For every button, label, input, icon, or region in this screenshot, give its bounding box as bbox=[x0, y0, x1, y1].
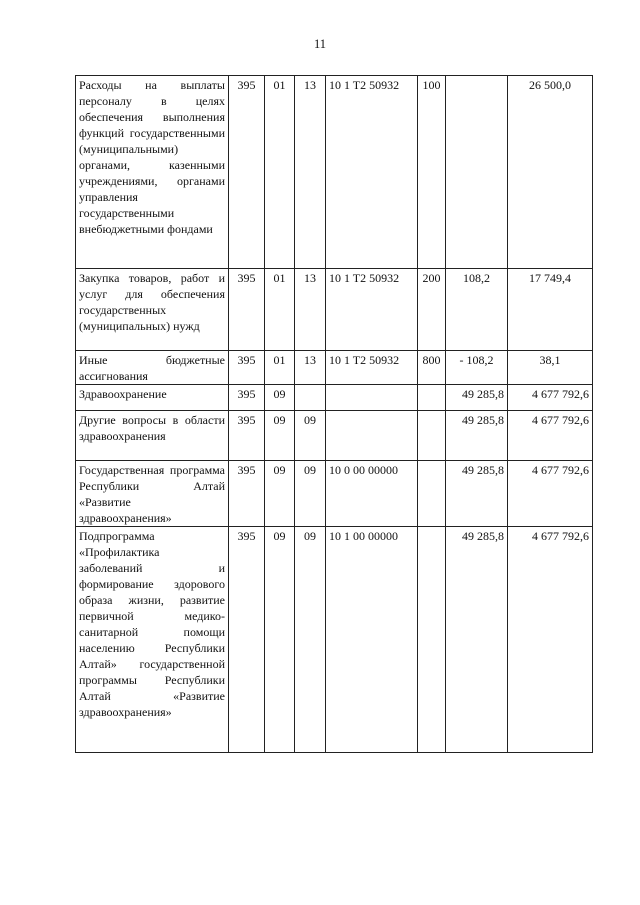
gr-cell: 395 bbox=[229, 385, 265, 411]
row-name-cell: Другие вопросы в области здравоохранения bbox=[76, 411, 229, 461]
gr-cell: 395 bbox=[229, 76, 265, 269]
gr-cell: 395 bbox=[229, 461, 265, 527]
rz-cell: 01 bbox=[265, 269, 295, 351]
rz-cell: 09 bbox=[265, 527, 295, 753]
row-name-cell: Закупка товаров, работ и услуг для обеспечения государственных (муниципальных) нужд bbox=[76, 269, 229, 351]
row-name-cell: Государственная программа Республики Алтай «Развитие здравоохранения» bbox=[76, 461, 229, 527]
vr-cell bbox=[418, 461, 446, 527]
table-row bbox=[76, 411, 593, 461]
total-cell: 4 677 792,6 bbox=[508, 527, 593, 753]
total-cell: 38,1 bbox=[508, 351, 593, 385]
total-cell: 4 677 792,6 bbox=[508, 411, 593, 461]
table-row bbox=[76, 76, 593, 269]
table-row bbox=[76, 527, 593, 753]
pr-cell: 13 bbox=[295, 76, 326, 269]
pr-cell: 09 bbox=[295, 411, 326, 461]
table-body bbox=[76, 76, 593, 753]
page-number: 11 bbox=[313, 37, 327, 51]
change-cell: - 108,2 bbox=[446, 351, 508, 385]
gr-cell: 395 bbox=[229, 411, 265, 461]
change-cell: 108,2 bbox=[446, 269, 508, 351]
rz-cell: 01 bbox=[265, 76, 295, 269]
pr-cell: 13 bbox=[295, 351, 326, 385]
csr-cell: 10 0 00 00000 bbox=[326, 461, 418, 527]
total-cell: 4 677 792,6 bbox=[508, 461, 593, 527]
change-cell: 49 285,8 bbox=[446, 527, 508, 753]
row-name-cell: Подпрограмма «Профилактика заболеваний и формирование здорового образа жизни, развитие первичной медико-санитарной помощи населению Республики Алтай» государственной программы Республики Алтай «Развитие здравоохранения» bbox=[76, 527, 229, 753]
row-name-cell: Иные бюджетные ассигнования bbox=[76, 351, 229, 385]
csr-cell bbox=[326, 411, 418, 461]
rz-cell: 01 bbox=[265, 351, 295, 385]
vr-cell bbox=[418, 527, 446, 753]
rz-cell: 09 bbox=[265, 385, 295, 411]
vr-cell bbox=[418, 385, 446, 411]
rz-cell: 09 bbox=[265, 411, 295, 461]
total-cell: 26 500,0 bbox=[508, 76, 593, 269]
budget-table bbox=[75, 75, 593, 753]
gr-cell: 395 bbox=[229, 269, 265, 351]
csr-cell: 10 1 T2 50932 bbox=[326, 351, 418, 385]
vr-cell bbox=[418, 411, 446, 461]
rz-cell: 09 bbox=[265, 461, 295, 527]
csr-cell: 10 1 T2 50932 bbox=[326, 76, 418, 269]
csr-cell bbox=[326, 385, 418, 411]
table-row bbox=[76, 269, 593, 351]
change-cell bbox=[446, 76, 508, 269]
gr-cell: 395 bbox=[229, 351, 265, 385]
pr-cell: 09 bbox=[295, 461, 326, 527]
vr-cell: 800 bbox=[418, 351, 446, 385]
table-row bbox=[76, 351, 593, 385]
table-row bbox=[76, 385, 593, 411]
change-cell: 49 285,8 bbox=[446, 461, 508, 527]
total-cell: 4 677 792,6 bbox=[508, 385, 593, 411]
row-name-cell: Здравоохранение bbox=[76, 385, 229, 411]
csr-cell: 10 1 T2 50932 bbox=[326, 269, 418, 351]
vr-cell: 100 bbox=[418, 76, 446, 269]
total-cell: 17 749,4 bbox=[508, 269, 593, 351]
pr-cell: 09 bbox=[295, 527, 326, 753]
csr-cell: 10 1 00 00000 bbox=[326, 527, 418, 753]
pr-cell: 13 bbox=[295, 269, 326, 351]
table-row bbox=[76, 461, 593, 527]
pr-cell bbox=[295, 385, 326, 411]
gr-cell: 395 bbox=[229, 527, 265, 753]
change-cell: 49 285,8 bbox=[446, 411, 508, 461]
vr-cell: 200 bbox=[418, 269, 446, 351]
row-name-cell: Расходы на выплаты персоналу в целях обеспечения выполнения функций государственными (муниципальными) органами, казенными учреждениями, органами управления государственными внебюджетными фондами bbox=[76, 76, 229, 269]
change-cell: 49 285,8 bbox=[446, 385, 508, 411]
